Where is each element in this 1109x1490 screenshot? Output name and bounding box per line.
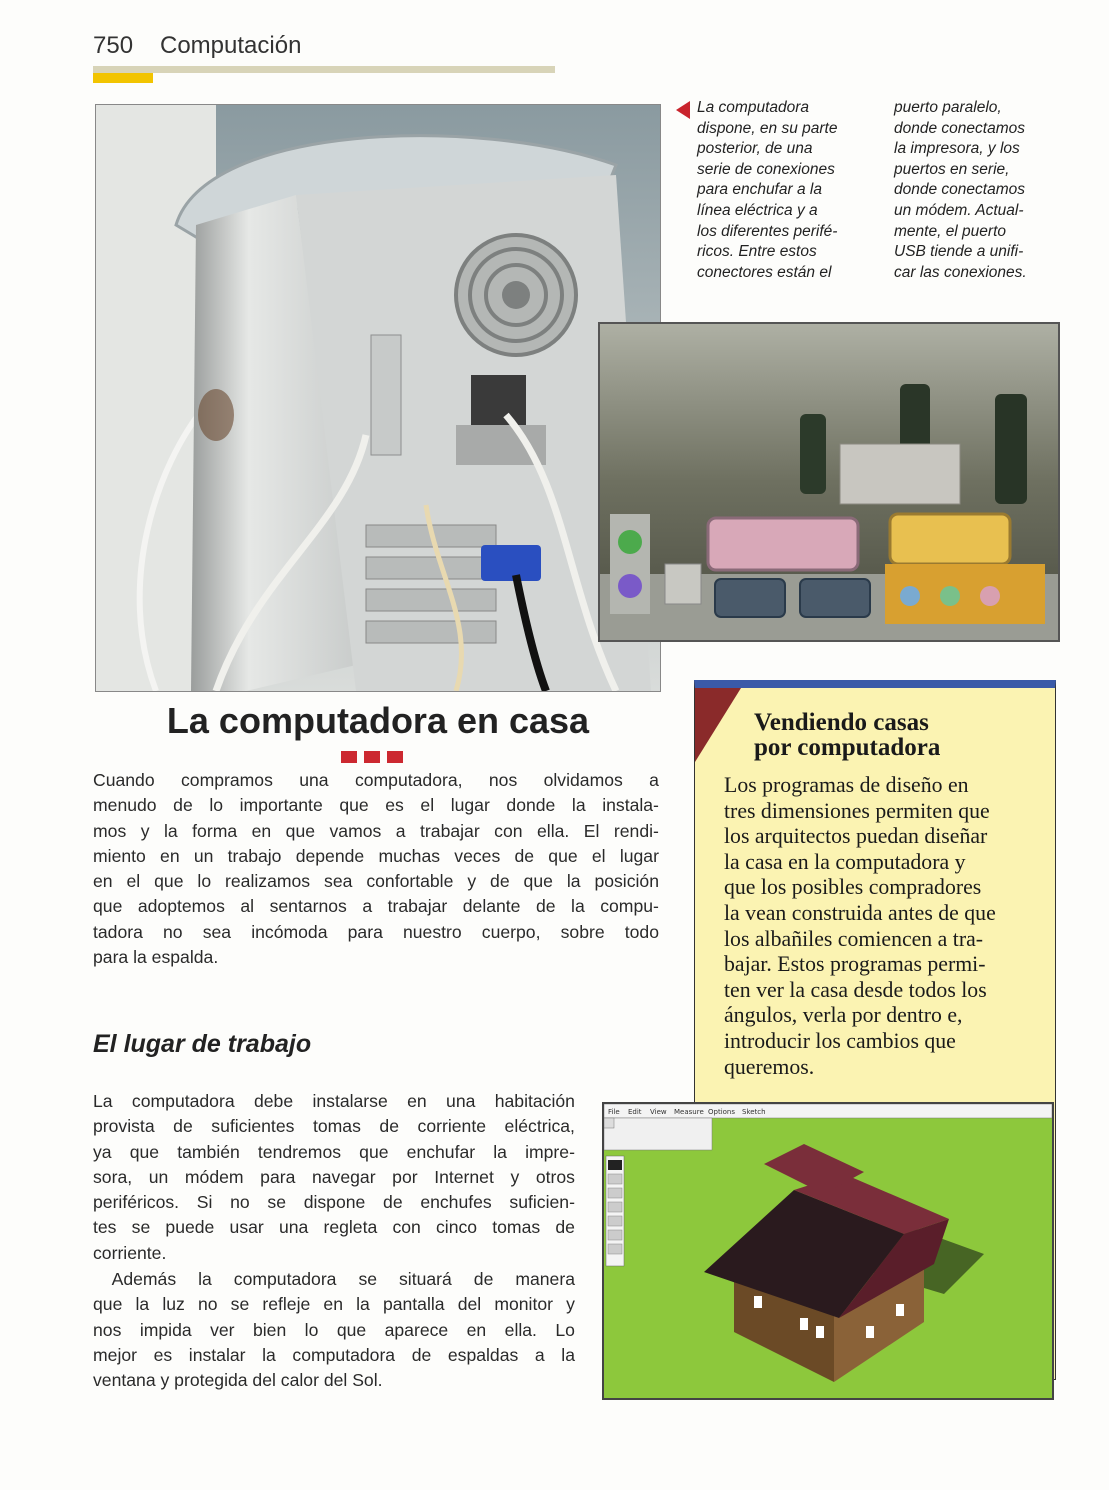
cad-menu-item: Measure bbox=[674, 1108, 704, 1116]
computer-back-photo bbox=[95, 104, 661, 692]
paragraph-line: nos impida ver bien lo que aparece en ella. Lo bbox=[93, 1319, 575, 1340]
workplace-paragraph bbox=[93, 1089, 575, 1266]
sidebar-line: introducir los cambios que bbox=[724, 1028, 956, 1053]
paragraph-line: corriente. bbox=[93, 1242, 167, 1263]
header-accent-bar bbox=[93, 73, 153, 83]
paragraph-line: mejor es instalar la computadora de espaldas a la bbox=[93, 1344, 575, 1365]
cad-menu-item: Edit bbox=[628, 1108, 642, 1116]
caption-arrow-icon bbox=[676, 101, 690, 119]
section-title: Computación bbox=[160, 32, 302, 59]
paragraph-line: provista de suficientes tomas de corriente eléctrica, bbox=[93, 1116, 575, 1137]
cad-house-screenshot bbox=[602, 1102, 1054, 1400]
lighting-paragraph bbox=[93, 1267, 575, 1393]
sidebar-line: la casa en la computadora y bbox=[724, 849, 966, 874]
sidebar-line: ten ver la casa desde todos los bbox=[724, 977, 987, 1002]
paragraph-line: en el que lo realizamos sea confortable y de que la posición bbox=[93, 871, 659, 892]
paragraph-line: Además la computadora se situará de manera bbox=[93, 1269, 575, 1289]
paragraph-line: tes se puede usar una regleta con cinco tomas de bbox=[93, 1217, 575, 1238]
sidebar-text bbox=[724, 773, 1036, 1080]
motherboard-ports-photo bbox=[598, 322, 1060, 642]
sidebar-corner-triangle bbox=[695, 688, 741, 762]
cad-menu-item: Sketch bbox=[742, 1108, 766, 1116]
cad-menu-item: View bbox=[650, 1108, 667, 1116]
paragraph-line: tadora no sea incómoda para nuestro cuerpo, sobre todo bbox=[93, 921, 659, 942]
paragraph-line: para la espalda. bbox=[93, 947, 219, 968]
paragraph-line: periféricos. Si no se dispone de enchufes suficien- bbox=[93, 1192, 575, 1213]
caption-column-2: puerto paralelo, donde conectamos la impresora, y los puertos en serie, donde conectamos un módem. Actual- mente, el puerto USB tiende a unifi- car las conexiones. bbox=[894, 99, 1027, 281]
sidebar-line: los albañiles comiencen a tra- bbox=[724, 926, 984, 951]
sidebar-line: la vean construida antes de que bbox=[724, 900, 996, 925]
title-ornament-square bbox=[387, 751, 403, 763]
sidebar-line: tres dimensiones permiten que bbox=[724, 798, 990, 823]
paragraph-line: menudo de lo importante que es el lugar donde la instala- bbox=[93, 795, 659, 816]
sidebar-line: Los programas de diseño en bbox=[724, 773, 969, 797]
sidebar-line: queremos. bbox=[724, 1054, 815, 1079]
sidebar-line: ángulos, verla por dentro e, bbox=[724, 1003, 963, 1028]
paragraph-line: que la luz no se refleje en la pantalla del monitor y bbox=[93, 1294, 575, 1315]
paragraph-line: que adoptemos al sentarnos a trabajar delante de la compu- bbox=[93, 896, 659, 917]
paragraph-line: ventana y protegida del calor del Sol. bbox=[93, 1370, 383, 1391]
article-title: La computadora en casa bbox=[166, 700, 590, 741]
title-ornament-square bbox=[341, 751, 357, 763]
sidebar-line: que los posibles compradores bbox=[724, 875, 982, 900]
paragraph-line: La computadora debe instalarse en una habitación bbox=[93, 1091, 575, 1111]
sidebar-line: bajar. Estos programas permi- bbox=[724, 952, 986, 977]
header-rule bbox=[93, 66, 555, 73]
paragraph-line: mos y la forma en que vamos a trabajar con ella. El rendi- bbox=[93, 820, 659, 841]
paragraph-line: sora, un módem para navegar por Internet y otros bbox=[93, 1166, 575, 1187]
paragraph-line: Cuando compramos una computadora, nos olvidamos a bbox=[93, 770, 659, 790]
cad-menu-item: File bbox=[608, 1108, 620, 1116]
sidebar-title: Vendiendo casas por computadora bbox=[754, 709, 941, 761]
section-heading: El lugar de trabajo bbox=[93, 1030, 312, 1058]
page-number: 750 bbox=[93, 32, 134, 59]
sidebar-line: los arquitectos puedan diseñar bbox=[724, 824, 988, 849]
cad-menu-item: Options bbox=[708, 1108, 736, 1116]
intro-paragraph bbox=[93, 768, 659, 970]
caption-column-1: La computadora dispone, en su parte posterior, de una serie de conexiones para enchufar a la línea eléctrica y a los diferentes perifé- ricos. Entre estos conectores están el bbox=[697, 99, 838, 281]
paragraph-line: miento en un trabajo depende muchas veces de que el lugar bbox=[93, 845, 659, 866]
title-ornament-square bbox=[364, 751, 380, 763]
paragraph-line: ya que también tendremos que enchufar la impre- bbox=[93, 1141, 575, 1162]
